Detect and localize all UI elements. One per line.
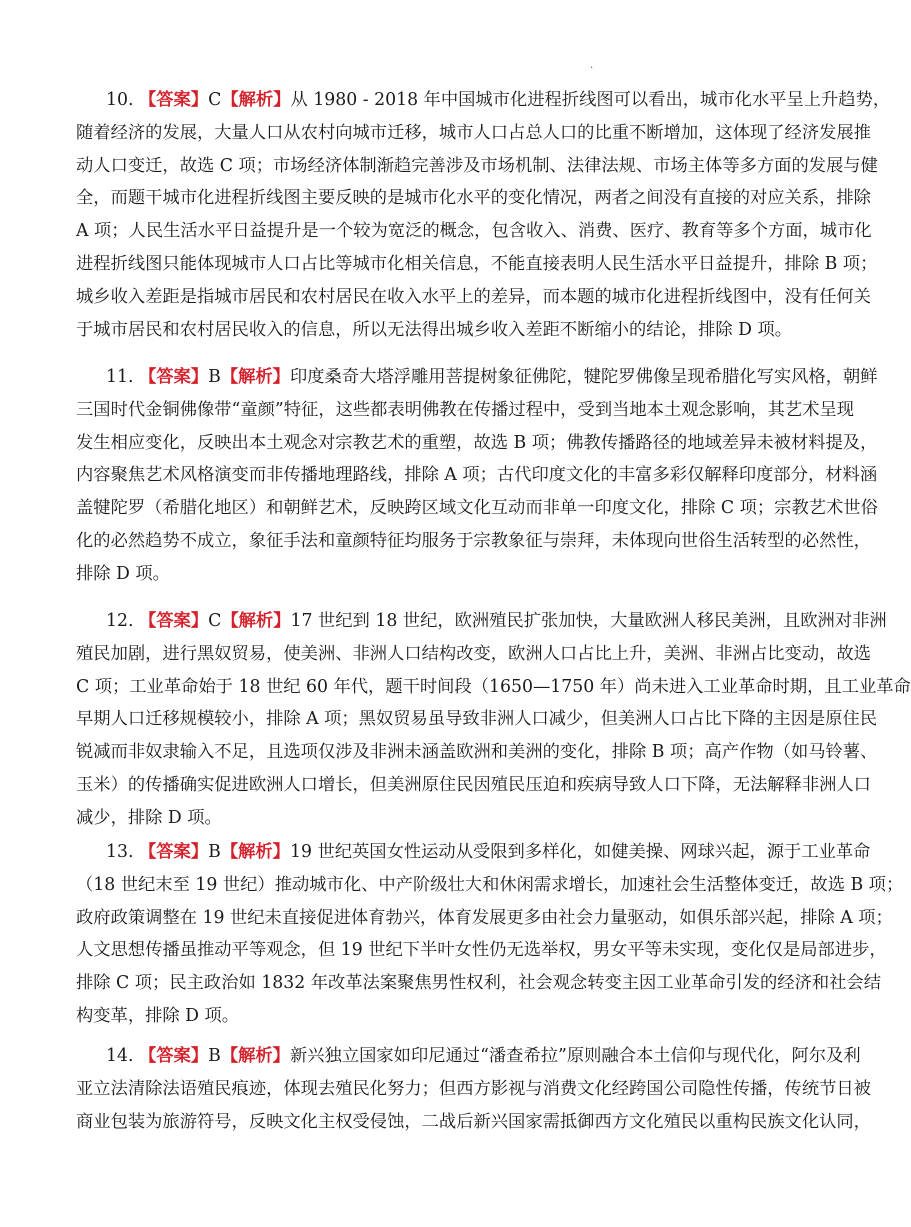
analysis-text: 19 世纪英国女性运动从受限到多样化，如健美操、网球兴起，源于工业革命 xyxy=(289,842,871,862)
analysis-line: 动人口变迁，故选 C 项；市场经济体制渐趋完善涉及市场机制、法律法规、市场主体等多方面的发展与健 xyxy=(76,155,878,176)
analysis-line: 人文思想传播虽推动平等观念，但 19 世纪下半叶女性仍无选举权，男女平等未实现，变化仅是局部进步， xyxy=(76,940,887,961)
answer-item-14 xyxy=(76,1040,871,1138)
item-number: 14. xyxy=(106,1046,134,1066)
analysis-line: 进程折线图只能体现城市人口占比等城市化相关信息，不能直接表明人民生活水平日益提升，排除 B 项； xyxy=(76,253,878,274)
answer-label: 【答案】 xyxy=(138,90,209,110)
analysis-text: 印度桑奇大塔浮雕用菩提树象征佛陀，犍陀罗佛像呈现希腊化写实风格，朝鲜 xyxy=(289,367,878,387)
analysis-line: 构变革，排除 D 项。 xyxy=(76,1005,240,1026)
answer-item-12 xyxy=(76,605,911,835)
analysis-line: 亚立法清除法语殖民痕迹，体现去殖民化努力；但西方影视与消费文化经跨国公司隐性传播，传统节日被 xyxy=(76,1078,871,1099)
analysis-line: 随着经济的发展，大量人口从农村向城市迁移，城市人口占总人口的比重不断增加，这体现了经济发展推 xyxy=(76,122,871,143)
analysis-text: 新兴独立国家如印尼通过“潘查希拉”原则融合本土信仰与现代化，阿尔及利 xyxy=(289,1046,861,1066)
analysis-label: 【解析】 xyxy=(221,90,291,110)
item-first-line xyxy=(76,84,891,117)
item-first-line xyxy=(76,605,887,638)
analysis-line: 排除 C 项；民主政治如 1832 年改革法案聚焦男性权利，社会观念转变主因工业革命引发的经济和社会结 xyxy=(76,973,881,994)
answer-item-13 xyxy=(76,836,904,1033)
analysis-line: 商业包装为旅游符号，反映文化主权受侵蚀，二战后新兴国家需抵御西方文化殖民以重构民族文化认同， xyxy=(76,1111,871,1132)
analysis-line: 玉米）的传播确实促进欧洲人口增长，但美洲原住民因殖民压迫和疾病导致人口下降，无法解释非洲人口 xyxy=(76,774,871,795)
item-number: 10. xyxy=(106,90,134,110)
analysis-line: 盖犍陀罗（希腊化地区）和朝鲜艺术，反映跨区域文化互动而非单一印度文化，排除 C 项；宗教艺术世俗 xyxy=(76,498,878,519)
item-number: 12. xyxy=(106,611,134,631)
item-first-line xyxy=(76,1040,861,1073)
analysis-text: 17 世纪到 18 世纪，欧洲殖民扩张加快，大量欧洲人移民美洲，且欧洲对非洲 xyxy=(290,611,887,631)
analysis-line: 减少，排除 D 项。 xyxy=(76,807,222,828)
analysis-text: 从 1980 - 2018 年中国城市化进程折线图可以看出，城市化水平呈上升趋势， xyxy=(290,90,891,110)
analysis-line: 城乡收入差距是指城市居民和农村居民在收入水平上的差异，而本题的城市化进程折线图中，没有任何关 xyxy=(76,286,871,307)
item-first-line xyxy=(76,836,871,869)
analysis-line: 早期人口迁移规模较小，排除 A 项；黑奴贸易虽导致非洲人口减少，但美洲人口占比下降的主因是原住民 xyxy=(76,709,878,730)
analysis-line: 排除 D 项。 xyxy=(76,563,170,584)
analysis-line: 化的必然趋势不成立，象征手法和童颜特征均服务于宗教象征与崇拜，未体现向世俗生活转型的必然性， xyxy=(76,530,871,551)
item-first-line xyxy=(76,361,878,394)
analysis-line: 于城市居民和农村居民收入的信息，所以无法得出城乡收入差距不断缩小的结论，排除 D 项。 xyxy=(76,319,793,340)
analysis-label: 【解析】 xyxy=(220,367,290,387)
answer-letter: C xyxy=(208,90,222,110)
item-number: 13. xyxy=(106,842,134,862)
answer-letter: B xyxy=(208,1046,221,1066)
analysis-line: 殖民加剧，进行黑奴贸易，使美洲、非洲人口结构改变，欧洲人口占比上升，美洲、非洲占比变动，故选 xyxy=(76,643,871,664)
analysis-line: 政府政策调整在 19 世纪未直接促进体育勃兴，体育发展更多由社会力量驱动，如俱乐部兴起，排除 A 项； xyxy=(76,907,893,928)
answer-letter: B xyxy=(208,367,221,387)
answer-label: 【答案】 xyxy=(138,611,209,631)
answer-label: 【答案】 xyxy=(138,842,209,862)
analysis-line: （18 世纪末至 19 世纪）推动城市化、中产阶级壮大和休闲需求增长，加速社会生活整体变迁，故选 B 项； xyxy=(76,874,904,895)
page-mark: . xyxy=(590,60,594,71)
analysis-label: 【解析】 xyxy=(221,611,291,631)
analysis-line: 锐减而非奴隶输入不足，且选项仅涉及非洲未涵盖欧洲和美洲的变化，排除 B 项；高产作物（如马铃薯、 xyxy=(76,742,878,763)
analysis-line: C 项；工业革命始于 18 世纪 60 年代，题干时间段（1650—1750 年）尚未进入工业革命时期，且工业革命 xyxy=(76,676,911,697)
analysis-line: 内容聚焦艺术风格演变而非传播地理路线，排除 A 项；古代印度文化的丰富多彩仅解释印度部分，材料涵 xyxy=(76,465,878,486)
answer-label: 【答案】 xyxy=(138,367,209,387)
analysis-line: 发生相应变化，反映出本土观念对宗教艺术的重塑，故选 B 项；佛教传播路径的地域差异未被材料提及， xyxy=(76,432,878,453)
analysis-label: 【解析】 xyxy=(220,842,290,862)
answer-label: 【答案】 xyxy=(138,1046,209,1066)
answer-item-11 xyxy=(76,361,878,591)
item-number: 11. xyxy=(106,367,134,387)
analysis-line: A 项；人民生活水平日益提升是一个较为宽泛的概念，包含收入、消费、医疗、教育等多个方面，城市化 xyxy=(76,221,872,242)
answer-item-10 xyxy=(76,84,891,346)
answer-letter: B xyxy=(208,842,221,862)
analysis-line: 全，而题干城市化进程折线图主要反映的是城市化水平的变化情况，两者之间没有直接的对应关系，排除 xyxy=(76,188,871,209)
analysis-line: 三国时代金铜佛像带“童颜”特征，这些都表明佛教在传播过程中，受到当地本土观念影响，其艺术呈现 xyxy=(76,399,855,420)
analysis-label: 【解析】 xyxy=(220,1046,290,1066)
answer-letter: C xyxy=(208,611,222,631)
